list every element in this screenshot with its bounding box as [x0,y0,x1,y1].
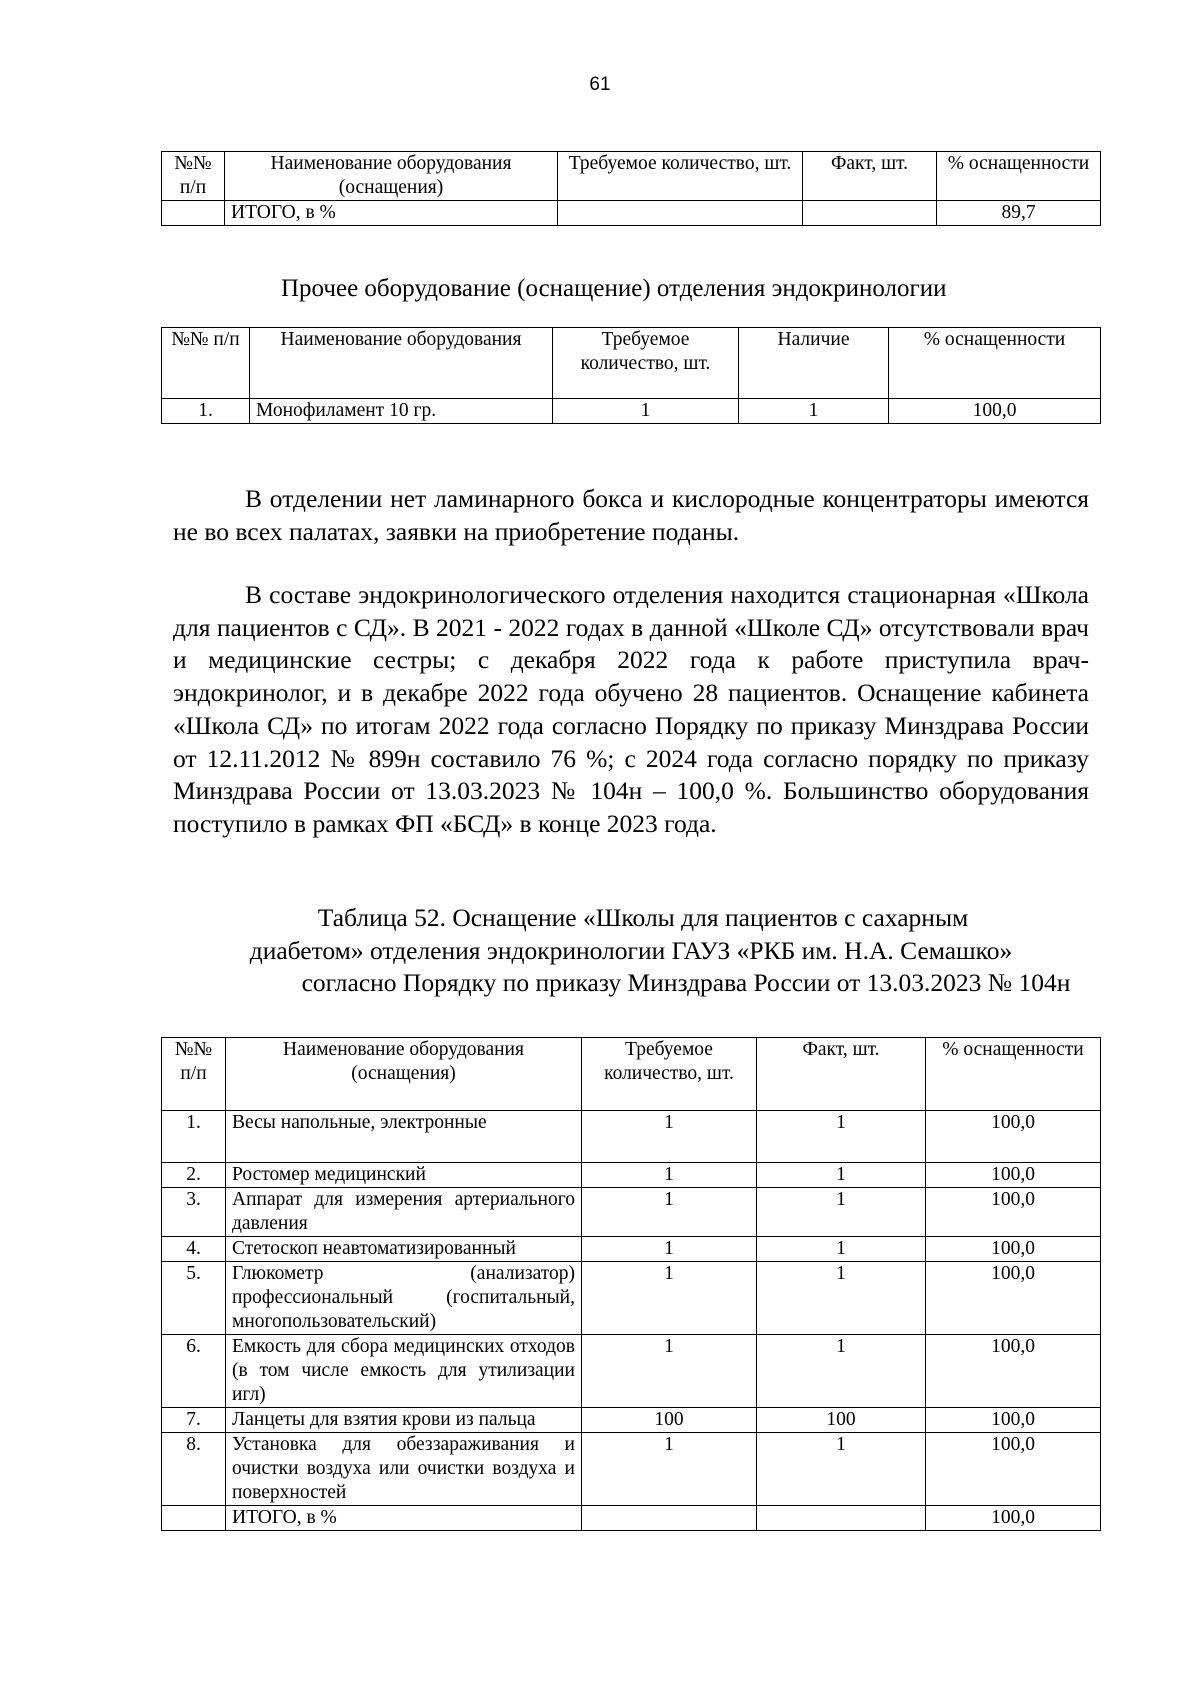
cell-required: 1 [582,1188,757,1237]
cell-required: 1 [582,1111,757,1163]
cell-name: Емкость для сбора медицинских отходов (в том числе емкость для утилизации игл) [226,1335,582,1408]
header-num: №№ п/п [162,328,250,399]
cell-name: Весы напольные, электронные [226,1111,582,1163]
table-row [162,1408,1101,1433]
cell-percent: 100,0 [926,1111,1101,1163]
cell-num: 5. [162,1262,226,1335]
table-total-row [162,1506,1101,1531]
table-caption [173,902,1089,1000]
table-row [162,1433,1101,1506]
table-row [162,1163,1101,1188]
cell-percent: 100,0 [926,1408,1101,1433]
cell-required: 1 [582,1237,757,1262]
table-row [162,1262,1101,1335]
table-header-row [162,1038,1101,1111]
total-num [162,1506,226,1531]
total-actual [757,1506,926,1531]
cell-required: 100 [582,1408,757,1433]
equipment-table-continued [161,151,1101,226]
table-total-row [162,201,1101,226]
table-row [162,399,1101,424]
cell-name: Ростомер медицинский [226,1163,582,1188]
header-required: Требуемое количество, шт. [582,1038,757,1111]
cell-actual: 100 [757,1408,926,1433]
total-required [582,1506,757,1531]
header-required: Требуемое количество, шт. [553,328,739,399]
cell-required: 1 [582,1433,757,1506]
page-number: 61 [589,74,611,95]
header-name: Наименование оборудования [250,328,553,399]
header-name: Наименование оборудования (оснащения) [225,152,558,201]
total-percent: 100,0 [926,1506,1101,1531]
cell-num: 1. [162,399,250,424]
cell-percent: 100,0 [889,399,1101,424]
header-num: №№ п/п [162,152,225,201]
cell-percent: 100,0 [926,1237,1101,1262]
cell-actual: 1 [757,1237,926,1262]
paragraph-laminar-box: В отделении нет ламинарного бокса и кислородные концентраторы имеются не во всех палатах, заявки на приобретение поданы. [173,484,1089,546]
cell-actual: 1 [757,1433,926,1506]
cell-percent: 100,0 [926,1433,1101,1506]
cell-name: Глюкометр (анализатор) профессиональный (госпитальный, многопользовательский) [226,1262,582,1335]
header-percent: % оснащенности [926,1038,1101,1111]
table-header-row [162,152,1101,201]
cell-required: 1 [582,1335,757,1408]
total-label: ИТОГО, в % [225,201,558,226]
cell-actual: 1 [757,1111,926,1163]
total-required [558,201,803,226]
cell-actual: 1 [757,1163,926,1188]
cell-percent: 100,0 [926,1163,1101,1188]
total-actual [803,201,937,226]
cell-name: Монофиламент 10 гр. [250,399,553,424]
header-num: №№ п/п [162,1038,226,1111]
cell-num: 8. [162,1433,226,1506]
table-header-row [162,328,1101,399]
cell-num: 7. [162,1408,226,1433]
header-name: Наименование оборудования (оснащения) [226,1038,582,1111]
diabetes-school-equipment-table [161,1037,1101,1531]
caption-line: диабетом» отделения эндокринологии ГАУЗ «РКБ им. Н.А. Семашко» [249,935,1013,965]
total-num [162,201,225,226]
cell-percent: 100,0 [926,1335,1101,1408]
other-equipment-table [161,327,1101,424]
cell-actual: 1 [757,1188,926,1237]
total-percent: 89,7 [937,201,1101,226]
cell-actual: 1 [757,1335,926,1408]
paragraph-diabetes-school: В составе эндокринологического отделения находится стационарная «Школа для пациентов с СД». В 2021 - 2022 годах в данной «Школе СД» отсутствовали врач и медицинские сестры; с декабря 2022 года к работе приступила врач-эндокринолог, и в декабре 2022 года обучено 28 пациентов. Оснащение кабинета «Школа СД» по итогам 2022 года согласно Порядку по приказу Минздрава России от 12.11.2012 № 899н составило 76 %; с 2024 года согласно порядку по приказу Минздрава России от 13.03.2023 № 104н – 100,0 %. Большинство оборудования поступило в рамках ФП «БСД» в конце 2023 года. [173,580,1089,838]
cell-percent: 100,0 [926,1188,1101,1237]
cell-name: Аппарат для измерения артериального давления [226,1188,582,1237]
cell-percent: 100,0 [926,1262,1101,1335]
section-heading: Прочее оборудование (оснащение) отделения эндокринологии [281,275,947,302]
header-required: Требуемое количество, шт. [558,152,803,201]
cell-name: Стетоскоп неавтоматизированный [226,1237,582,1262]
caption-line: согласно Порядку по приказу Минздрава России от 13.03.2023 № 104н [301,968,1071,997]
cell-num: 3. [162,1188,226,1237]
table-row [162,1335,1101,1408]
caption-line: Таблица 52. Оснащение «Школы для пациентов с сахарным [317,903,969,932]
cell-actual: 1 [739,399,889,424]
cell-required: 1 [582,1163,757,1188]
cell-actual: 1 [757,1262,926,1335]
cell-num: 1. [162,1111,226,1163]
cell-required: 1 [582,1262,757,1335]
table-row [162,1237,1101,1262]
header-availability: Наличие [739,328,889,399]
header-percent: % оснащенности [937,152,1101,201]
cell-required: 1 [553,399,739,424]
cell-name: Установка для обеззараживания и очистки воздуха или очистки воздуха и поверхностей [226,1433,582,1506]
total-label: ИТОГО, в % [226,1506,582,1531]
table-row [162,1188,1101,1237]
table-row [162,1111,1101,1163]
cell-name: Ланцеты для взятия крови из пальца [226,1408,582,1433]
cell-num: 6. [162,1335,226,1408]
header-actual: Факт, шт. [757,1038,926,1111]
cell-num: 4. [162,1237,226,1262]
cell-num: 2. [162,1163,226,1188]
header-actual: Факт, шт. [803,152,937,201]
header-percent: % оснащенности [889,328,1101,399]
